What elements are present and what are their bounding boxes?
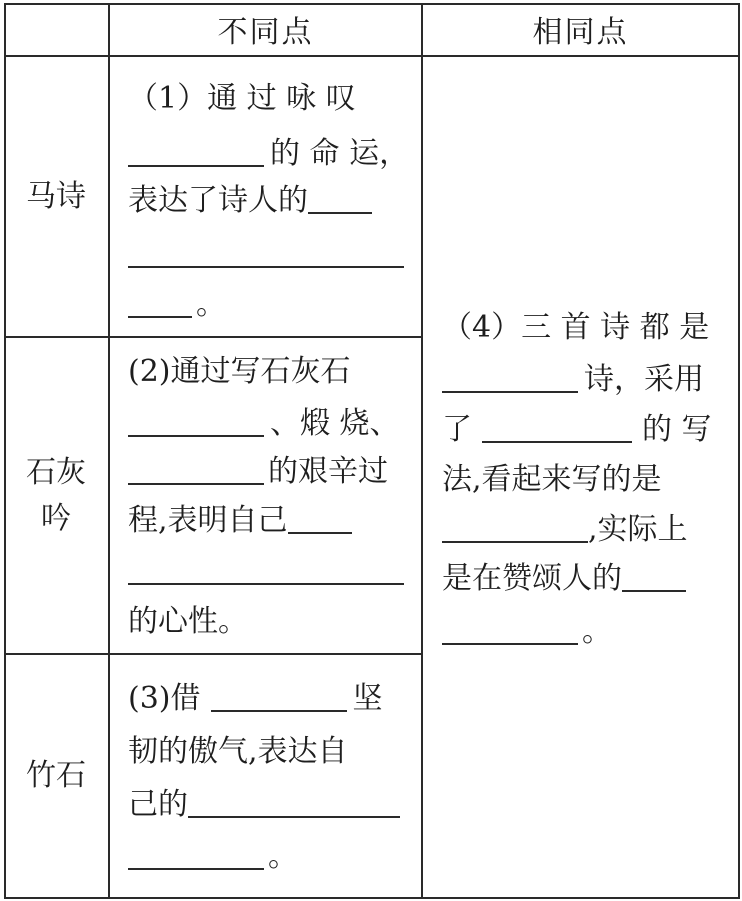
text-line: 。	[128, 837, 298, 877]
answer-blank[interactable]	[128, 838, 264, 870]
answer-blank[interactable]	[308, 182, 372, 214]
difference-cell-zhu-shi	[128, 655, 408, 897]
row-label-text: 吟	[41, 500, 71, 536]
text-line: (3)借 坚	[128, 681, 383, 716]
answer-blank[interactable]	[482, 411, 632, 443]
header-similarities: 相同点	[532, 15, 629, 50]
text-line: 了 的 写	[442, 412, 712, 447]
header-differences: 不同点	[217, 15, 314, 50]
answer-blank[interactable]	[622, 560, 686, 592]
text-line: 。	[128, 285, 226, 325]
text-line: 程,表明自己	[128, 501, 352, 541]
text-line	[128, 235, 404, 275]
answer-blank[interactable]	[288, 502, 352, 534]
answer-blank[interactable]	[188, 786, 400, 818]
text-line: 。	[442, 612, 612, 652]
answer-blank[interactable]	[128, 405, 264, 437]
text-line: ,实际上	[442, 510, 688, 550]
text-line: 表达了诗人的	[128, 181, 372, 221]
answer-blank[interactable]	[442, 511, 588, 543]
text-line: 的艰辛过	[128, 452, 388, 492]
answer-blank[interactable]	[128, 453, 264, 485]
row-label-ma-shi	[6, 57, 106, 336]
row-label-text: 竹石	[26, 758, 86, 793]
answer-blank[interactable]	[442, 613, 578, 645]
text-line: (2)通过写石灰石	[128, 354, 351, 389]
row-label-text: 石灰	[26, 454, 86, 490]
table-border-right	[738, 3, 740, 899]
text-line: （4）三 首 诗 都 是	[442, 310, 710, 345]
text-line: 的心性。	[128, 604, 248, 639]
answer-blank[interactable]	[128, 236, 404, 268]
row-label-shi-hui-yin	[6, 338, 106, 653]
column-divider-1	[108, 3, 110, 899]
text-line: 法,看起来写的是	[442, 462, 662, 497]
text-line	[128, 552, 404, 592]
answer-blank[interactable]	[128, 553, 404, 585]
answer-blank[interactable]	[128, 286, 192, 318]
row-label-zhu-shi	[6, 655, 106, 897]
table-border-bottom	[4, 897, 740, 899]
text-line: 的 命 运，	[128, 134, 409, 174]
text-line: 是在赞颂人的	[442, 559, 686, 599]
text-line: 诗，采用	[442, 360, 704, 400]
text-line: 、煅 烧、	[128, 404, 400, 444]
row-label-text: 马诗	[26, 178, 86, 214]
text-line: 己的	[128, 785, 400, 825]
answer-blank[interactable]	[442, 361, 578, 393]
difference-cell-ma-shi	[128, 57, 408, 336]
text-line: （1）通 过 咏 叹	[128, 81, 356, 116]
answer-blank[interactable]	[211, 680, 347, 712]
answer-blank[interactable]	[128, 135, 264, 167]
difference-cell-shi-hui-yin	[128, 338, 408, 653]
column-divider-2	[421, 3, 423, 899]
text-line: 韧的傲气,表达自	[128, 734, 348, 769]
similarity-cell	[442, 57, 732, 897]
